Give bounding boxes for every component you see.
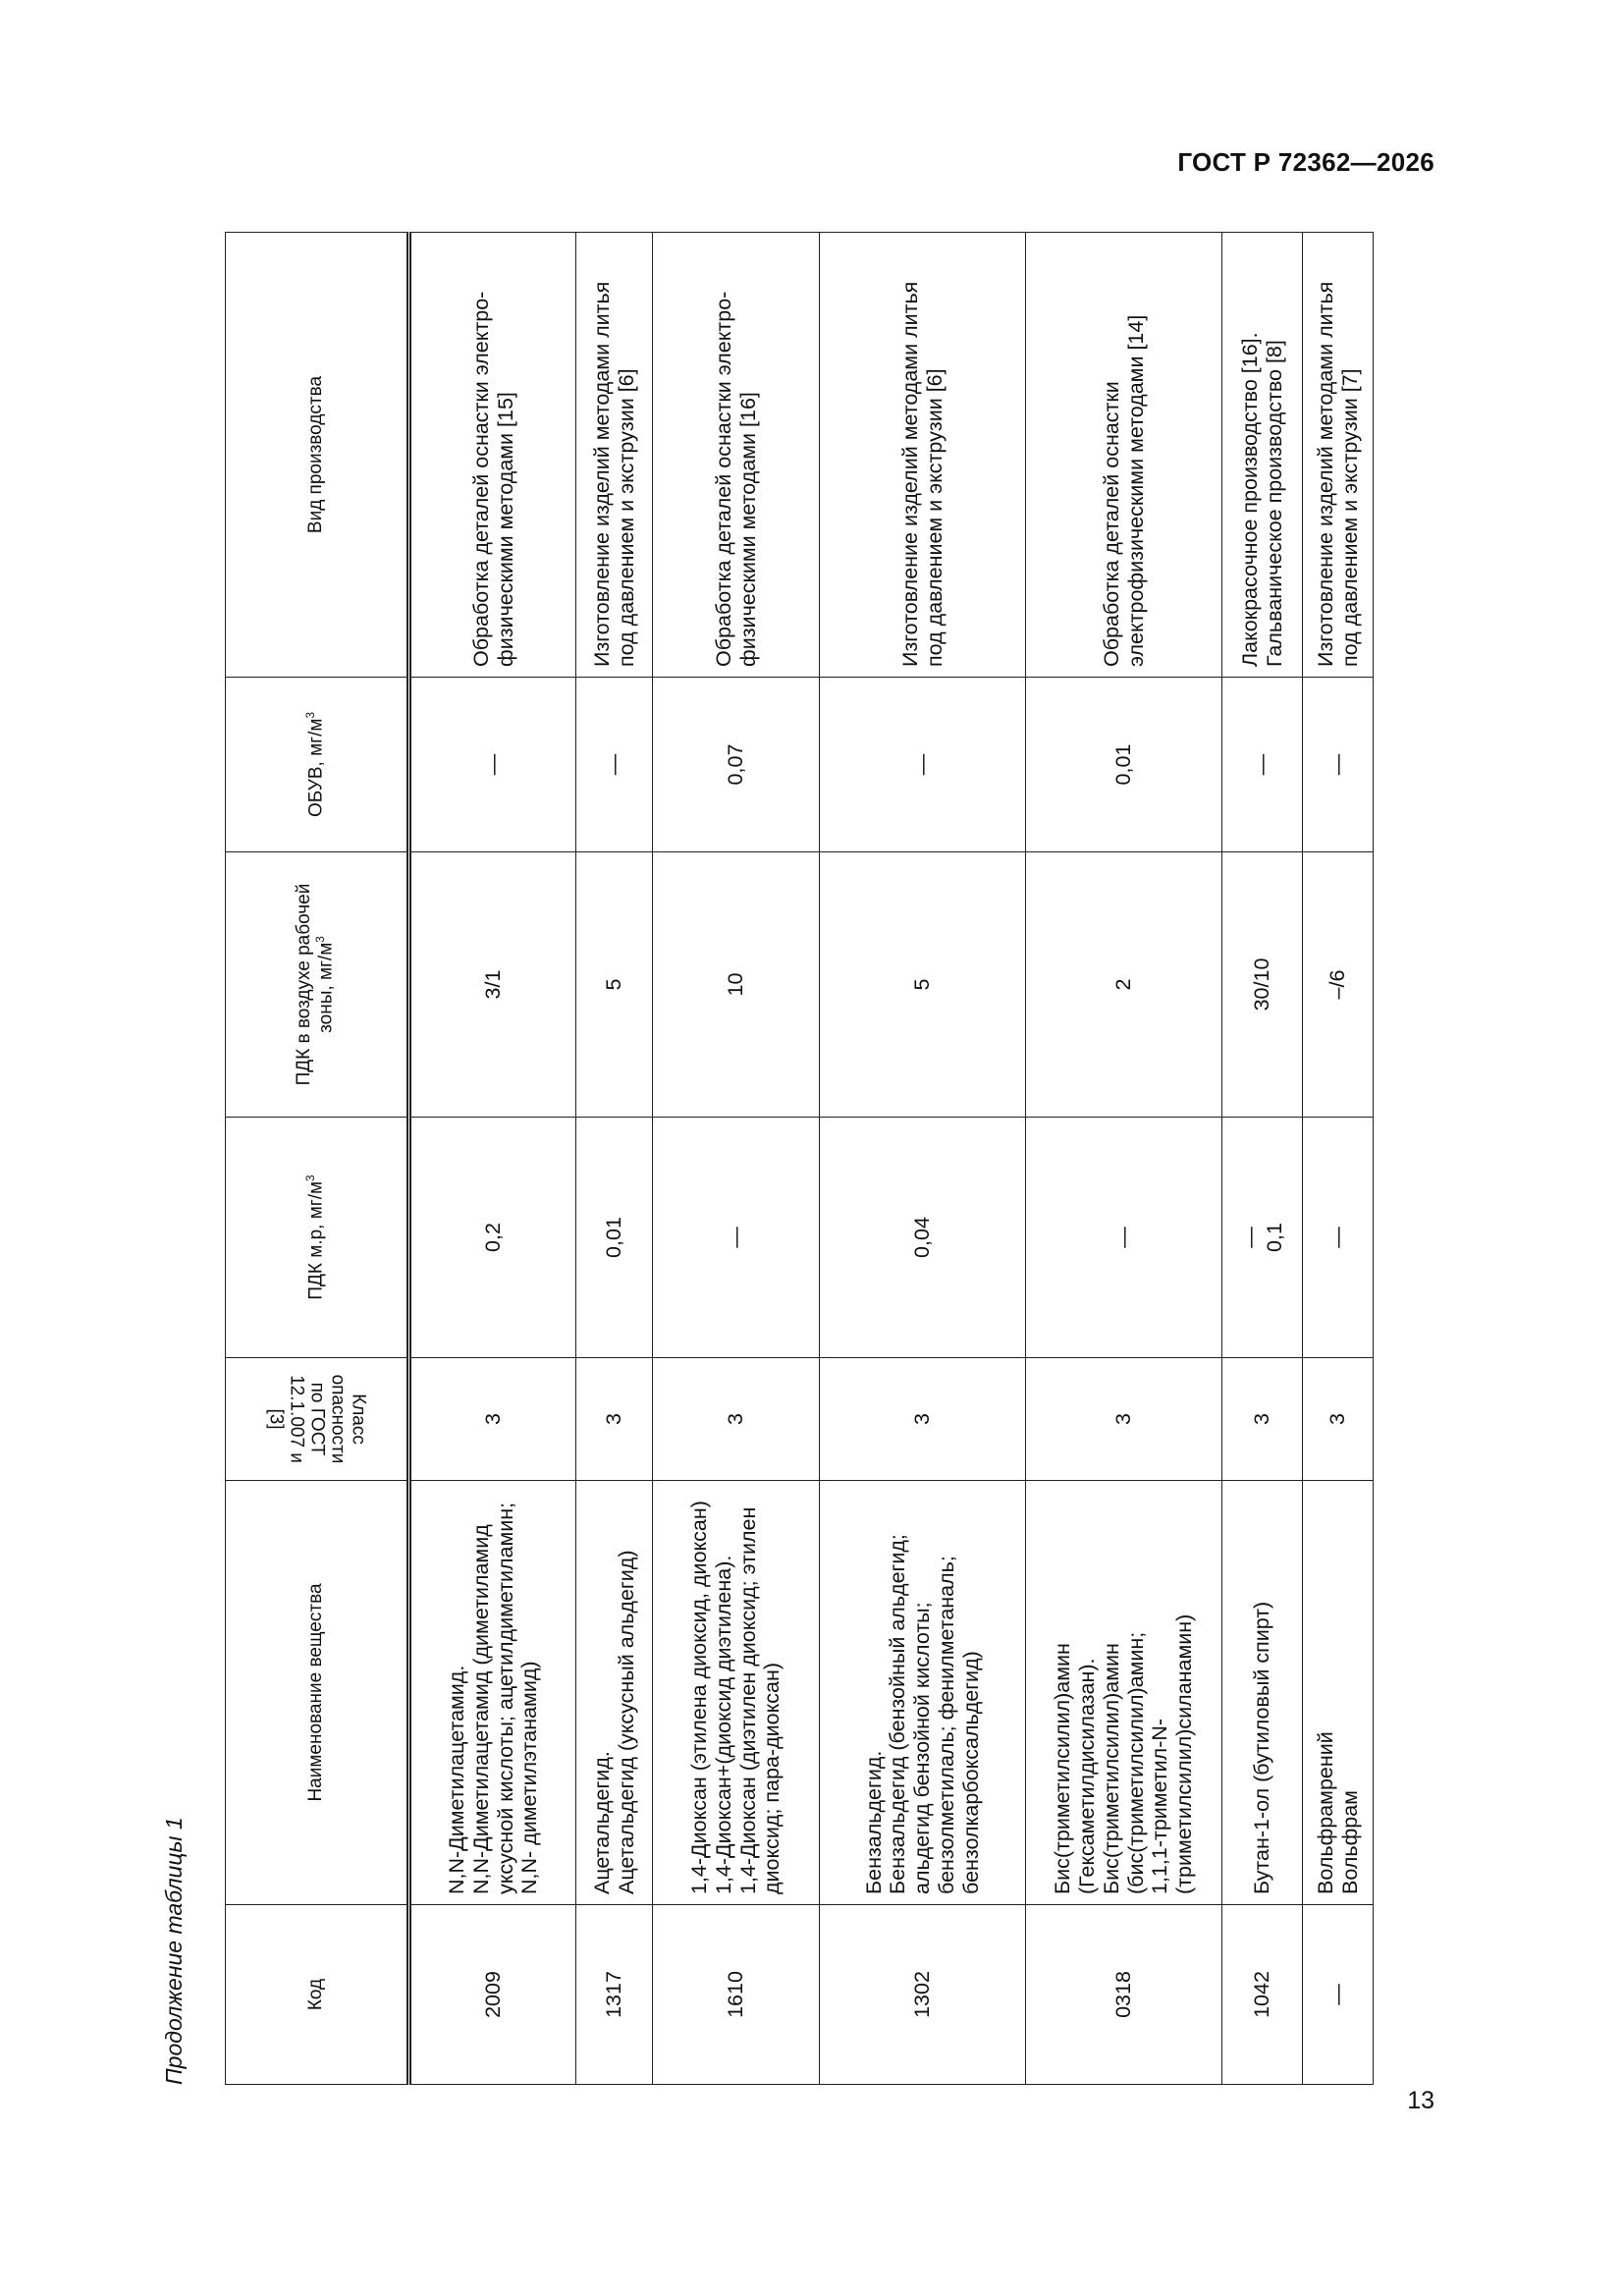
cell-obuv: — — [1303, 678, 1374, 852]
cell-pdk-work-zone: 10 — [653, 852, 820, 1118]
unit-superscript: 3 — [314, 936, 328, 943]
cell-obuv: — — [820, 678, 1026, 852]
page-number: 13 — [1407, 2087, 1434, 2114]
cell-code: 1317 — [576, 1905, 653, 2085]
unit-superscript: 3 — [303, 1175, 317, 1181]
cell-code: 1610 — [653, 1905, 820, 2085]
cell-name: Бензальдегид. Бензальдегид (бензойный альдегид; альдегид бензойной кислоты; бензолметилаль; фенилметаналь; бензолкарбоксальдегид) — [820, 1481, 1026, 1905]
cell-pdk-mr: 0,2 — [409, 1118, 576, 1358]
cell-pdk-mr: 0,04 — [820, 1118, 1026, 1358]
table-row — [1026, 233, 1222, 2085]
cell-name: Бис(триметилсилил)амин (Гексаметилдисилазан). Бис(триметилсилил)амин (бис(триметилсилил)амин; 1,1,1-триметил-N-(триметилсилил)силанамин) — [1026, 1481, 1222, 1905]
cell-code: 0318 — [1026, 1905, 1222, 2085]
cell-name: Вольфрамрений Вольфрам — [1303, 1481, 1374, 1905]
header-production-type: Вид производства — [226, 233, 409, 678]
cell-hazard-class: 3 — [409, 1358, 576, 1481]
header-hazard-class-text: Класс опасности по ГОСТ 12.1.007 и [3] — [265, 1374, 369, 1464]
cell-code: 1042 — [1222, 1905, 1303, 2085]
cell-pdk-mr: — — [1026, 1118, 1222, 1358]
table-header-row — [226, 233, 409, 2085]
cell-pdk-work-zone: 2 — [1026, 852, 1222, 1118]
header-obuv — [226, 678, 409, 852]
cell-code: — — [1303, 1905, 1374, 2085]
table-caption: Продолжение таблицы 1 — [161, 1817, 187, 2085]
cell-hazard-class: 3 — [1026, 1358, 1222, 1481]
cell-code: 2009 — [409, 1905, 576, 2085]
cell-name: 1,4-Диоксан (этилена диоксид, диоксан) 1,4-Диоксан+(диоксид диэтилена). 1,4-Диоксан (диэтилен диоксид; этилен диоксид; пара-диоксан) — [653, 1481, 820, 1905]
cell-production-type: Изготовление изделий методами литья под давлением и экструзии [7] — [1303, 233, 1374, 678]
cell-hazard-class: 3 — [653, 1358, 820, 1481]
cell-production-type: Изготовление изделий методами литья под давлением и экструзии [6] — [576, 233, 653, 678]
header-code: Код — [226, 1905, 409, 2085]
header-pdk-mr — [226, 1118, 409, 1358]
table-row — [409, 233, 576, 2085]
table-row — [653, 233, 820, 2085]
table-row — [1303, 233, 1374, 2085]
cell-hazard-class: 3 — [1303, 1358, 1374, 1481]
cell-obuv: — — [1222, 678, 1303, 852]
unit-superscript: 3 — [303, 712, 317, 719]
header-hazard-class — [226, 1358, 409, 1481]
rotated-table-area — [154, 233, 1362, 2085]
cell-production-type: Изготовление изделий методами литья под давлением и экструзии [6] — [820, 233, 1026, 678]
cell-pdk-work-zone: –/6 — [1303, 852, 1374, 1118]
cell-pdk-mr: — 0,1 — [1222, 1118, 1303, 1358]
cell-hazard-class: 3 — [1222, 1358, 1303, 1481]
header-name: Наименование вещества — [226, 1481, 409, 1905]
cell-code: 1302 — [820, 1905, 1026, 2085]
cell-pdk-work-zone: 5 — [576, 852, 653, 1118]
cell-name: N,N-Диметилацетамид. N,N-Диметилацетамид (диметиламид уксусной кислоты; ацетилдиметиламин; N,N- диметилэтанамид) — [409, 1481, 576, 1905]
cell-pdk-work-zone: 30/10 — [1222, 852, 1303, 1118]
cell-production-type: Обработка деталей оснастки электро-физическими методами [15] — [409, 233, 576, 678]
cell-pdk-work-zone: 5 — [820, 852, 1026, 1118]
cell-hazard-class: 3 — [576, 1358, 653, 1481]
cell-production-type: Обработка деталей оснастки электро-физическими методами [16] — [653, 233, 820, 678]
cell-name: Бутан-1-ол (бутиловый спирт) — [1222, 1481, 1303, 1905]
substances-table — [225, 232, 1374, 2085]
header-pdk-mr-text: ПДК м.р, мг/м — [305, 1180, 327, 1300]
cell-hazard-class: 3 — [820, 1358, 1026, 1481]
header-pdk-work-zone-text: ПДК в воздухе рабочей зоны, мг/м — [294, 883, 337, 1086]
table-row — [1222, 233, 1303, 2085]
cell-production-type: Обработка деталей оснастки электрофизическими методами [14] — [1026, 233, 1222, 678]
cell-obuv: 0,07 — [653, 678, 820, 852]
cell-pdk-mr: — — [653, 1118, 820, 1358]
document-code: ГОСТ Р 72362—2026 — [1177, 147, 1434, 177]
cell-obuv: — — [576, 678, 653, 852]
cell-pdk-mr: — — [1303, 1118, 1374, 1358]
header-obuv-text: ОБУВ, мг/м — [305, 718, 327, 817]
table-row — [820, 233, 1026, 2085]
cell-pdk-work-zone: 3/1 — [409, 852, 576, 1118]
table-row — [576, 233, 653, 2085]
cell-name: Ацетальдегид. Ацетальдегид (уксусный альдегид) — [576, 1481, 653, 1905]
cell-production-type: Лакокрасочное производство [16]. Гальваническое производство [8] — [1222, 233, 1303, 678]
header-pdk-work-zone — [226, 852, 409, 1118]
cell-obuv: 0,01 — [1026, 678, 1222, 852]
cell-pdk-mr: 0,01 — [576, 1118, 653, 1358]
cell-obuv: — — [409, 678, 576, 852]
